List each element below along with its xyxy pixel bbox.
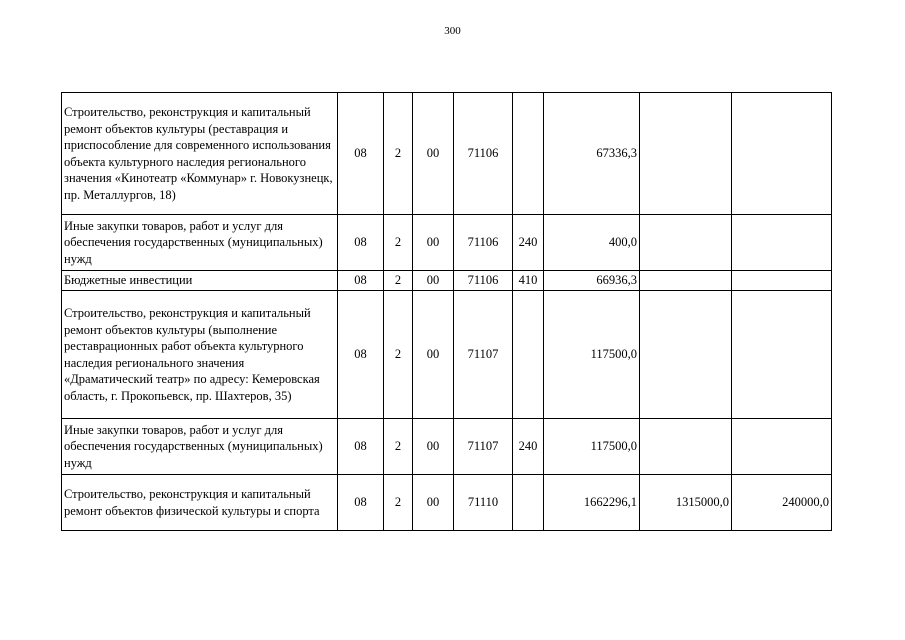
subprogram-code: 00 bbox=[413, 271, 454, 291]
page-number: 300 bbox=[444, 25, 461, 37]
program-code: 2 bbox=[384, 215, 413, 271]
table-row bbox=[62, 271, 832, 291]
expense-type-code: 240 bbox=[513, 215, 544, 271]
row-name: Иные закупки товаров, работ и услуг для обеспечения государственных (муниципальных) нужд bbox=[62, 419, 338, 475]
sum-year-2 bbox=[640, 291, 732, 419]
table-row bbox=[62, 475, 832, 531]
section-code: 08 bbox=[338, 475, 384, 531]
row-name: Строительство, реконструкция и капитальный ремонт объектов культуры (реставрация и приспособление для современного использования объекта культурного наследия регионального значения «Кинотеатр «Коммунар» г. Новокузнецк, пр. Металлургов, 18) bbox=[62, 93, 338, 215]
row-name: Иные закупки товаров, работ и услуг для обеспечения государственных (муниципальных) нужд bbox=[62, 215, 338, 271]
program-code: 2 bbox=[384, 475, 413, 531]
section-code: 08 bbox=[338, 271, 384, 291]
expense-type-code: 410 bbox=[513, 271, 544, 291]
program-code: 2 bbox=[384, 291, 413, 419]
sum-year-3 bbox=[732, 215, 832, 271]
row-name: Строительство, реконструкция и капитальный ремонт объектов культуры (выполнение реставрационных работ объекта культурного наследия регионального значения «Драматический театр» по адресу: Кемеровская область, г. Прокопьевск, пр. Шахтеров, 35) bbox=[62, 291, 338, 419]
sum-year-1: 67336,3 bbox=[544, 93, 640, 215]
table-row bbox=[62, 93, 832, 215]
expense-type-code bbox=[513, 291, 544, 419]
row-name: Бюджетные инвестиции bbox=[62, 271, 338, 291]
sum-year-2: 1315000,0 bbox=[640, 475, 732, 531]
section-code: 08 bbox=[338, 419, 384, 475]
section-code: 08 bbox=[338, 215, 384, 271]
expense-type-code bbox=[513, 93, 544, 215]
expense-type-code: 240 bbox=[513, 419, 544, 475]
sum-year-1: 400,0 bbox=[544, 215, 640, 271]
sum-year-2 bbox=[640, 215, 732, 271]
table-row bbox=[62, 215, 832, 271]
sum-year-3: 240000,0 bbox=[732, 475, 832, 531]
sum-year-3 bbox=[732, 271, 832, 291]
subprogram-code: 00 bbox=[413, 93, 454, 215]
sum-year-2 bbox=[640, 419, 732, 475]
sum-year-2 bbox=[640, 271, 732, 291]
target-code: 71107 bbox=[454, 291, 513, 419]
program-code: 2 bbox=[384, 419, 413, 475]
target-code: 71106 bbox=[454, 215, 513, 271]
section-code: 08 bbox=[338, 291, 384, 419]
expense-type-code bbox=[513, 475, 544, 531]
subprogram-code: 00 bbox=[413, 291, 454, 419]
table-row bbox=[62, 291, 832, 419]
sum-year-1: 1662296,1 bbox=[544, 475, 640, 531]
table-row bbox=[62, 419, 832, 475]
subprogram-code: 00 bbox=[413, 215, 454, 271]
program-code: 2 bbox=[384, 93, 413, 215]
sum-year-3 bbox=[732, 93, 832, 215]
sum-year-1: 117500,0 bbox=[544, 419, 640, 475]
subprogram-code: 00 bbox=[413, 419, 454, 475]
section-code: 08 bbox=[338, 93, 384, 215]
subprogram-code: 00 bbox=[413, 475, 454, 531]
target-code: 71107 bbox=[454, 419, 513, 475]
budget-table bbox=[61, 92, 832, 531]
row-name: Строительство, реконструкция и капитальный ремонт объектов физической культуры и спорта bbox=[62, 475, 338, 531]
sum-year-3 bbox=[732, 291, 832, 419]
sum-year-3 bbox=[732, 419, 832, 475]
sum-year-1: 117500,0 bbox=[544, 291, 640, 419]
program-code: 2 bbox=[384, 271, 413, 291]
sum-year-2 bbox=[640, 93, 732, 215]
sum-year-1: 66936,3 bbox=[544, 271, 640, 291]
target-code: 71106 bbox=[454, 93, 513, 215]
target-code: 71110 bbox=[454, 475, 513, 531]
target-code: 71106 bbox=[454, 271, 513, 291]
